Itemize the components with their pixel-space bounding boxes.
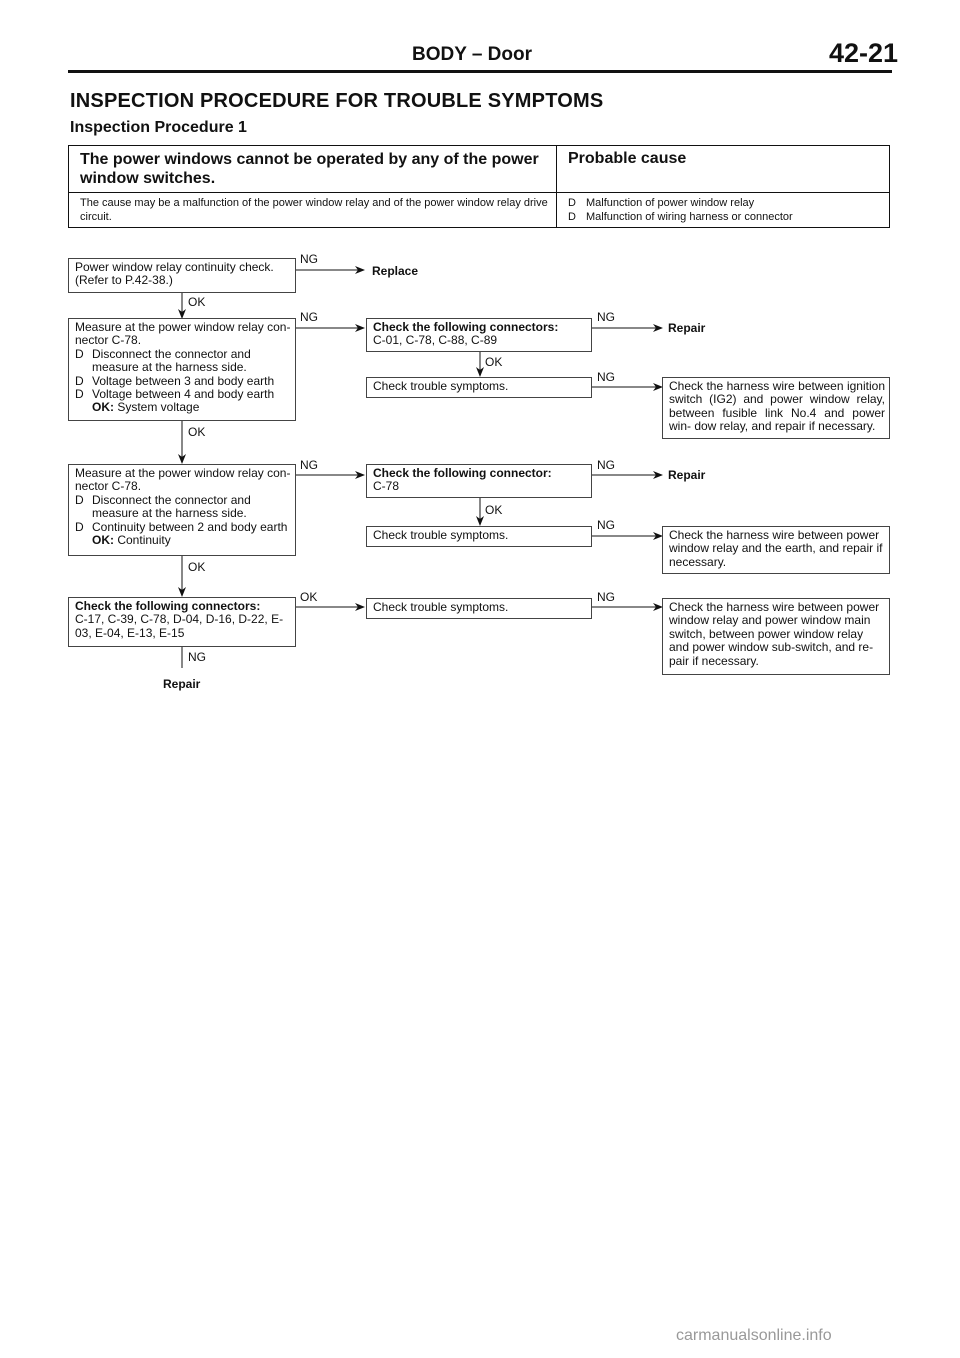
step4-ng-result: Repair	[163, 677, 201, 691]
bullet-icon: D	[75, 373, 84, 388]
step4a-box: Check trouble symptoms.	[366, 598, 592, 619]
procedure-subtitle: Inspection Procedure 1	[70, 119, 247, 136]
step1-ng-result: Replace	[372, 264, 419, 278]
step3a-ng-result: Repair	[668, 468, 706, 482]
step1-ng-label: NG	[300, 252, 318, 266]
step3a-ok-label: OK	[485, 503, 503, 517]
step3b-box: Check trouble symptoms.	[366, 526, 592, 547]
step2-ok-criteria: OK: System voltage	[92, 400, 200, 415]
section-title: BODY – Door	[412, 44, 533, 65]
step2-item: D Voltage between 3 and body earth	[75, 373, 275, 388]
step2-box: Measure at the power window relay con- nector C-78. D Disconnect the connector and measure at the harness side. D Voltage between 3 and body earth D Voltage between 4 and body earth OK: System voltage	[68, 318, 296, 421]
step2a-ok-label: OK	[485, 355, 503, 369]
step4-box: Check the following connectors: C-17, C-39, C-78, D-04, D-16, D-22, E-03, E-04, E-13, E-15	[68, 597, 296, 647]
step2a-box: Check the following connectors: C-01, C-78, C-88, C-89	[366, 318, 592, 352]
step2b-ng-result-box: Check the harness wire between ignition switch (IG2) and power window relay, between fusible link No.4 and power win- dow relay, and repair if necessary.	[662, 377, 890, 439]
bullet-icon: D	[568, 211, 576, 223]
step1-ok-label: OK	[188, 295, 206, 309]
step3b-ng-result-box: Check the harness wire between power window relay and the earth, and repair if necessary.	[662, 526, 890, 574]
bullet-icon: D	[75, 492, 84, 507]
step3a-box: Check the following connector: C-78	[366, 464, 592, 498]
cause-item: D Malfunction of wiring harness or connector	[568, 211, 793, 223]
step2-item: D Disconnect the connector and measure at the harness side.	[75, 346, 251, 375]
probable-cause-header: Probable cause	[568, 150, 687, 167]
page-number: 42-21	[829, 38, 899, 68]
step4-ng-label: NG	[188, 650, 206, 664]
step4a-ng-label: NG	[597, 590, 615, 604]
step2-ok-label: OK	[188, 425, 206, 439]
symptom-text: The power windows cannot be operated by any of the power window switches.	[80, 151, 539, 187]
step3-item: D Continuity between 2 and body earth	[75, 519, 288, 534]
step4-ok-label: OK	[300, 590, 318, 604]
step2-item: D Voltage between 4 and body earth	[75, 387, 275, 402]
step3-ok-label: OK	[188, 560, 206, 574]
page-title: INSPECTION PROCEDURE FOR TROUBLE SYMPTOMS	[70, 90, 604, 112]
step3-item: D Disconnect the connector and measure at the harness side.	[75, 492, 251, 521]
step2b-box: Check trouble symptoms.	[366, 377, 592, 398]
step3-ng-label: NG	[300, 458, 318, 472]
bullet-icon: D	[568, 197, 576, 209]
bullet-icon: D	[75, 519, 84, 534]
step4a-ng-result-box: Check the harness wire between power window relay and power window main switch, between power window relay and power window sub-switch, and re- pair if necessary.	[662, 598, 890, 675]
step2-ng-label: NG	[300, 310, 318, 324]
cause-item: D Malfunction of power window relay	[568, 197, 755, 209]
step1-box: Power window relay continuity check. (Refer to P.42-38.)	[68, 258, 296, 293]
symptom-description: The cause may be a malfunction of the power window relay and of the power window relay drive circuit.	[80, 197, 548, 223]
step3a-ng-label: NG	[597, 458, 615, 472]
step2a-ng-result: Repair	[668, 321, 706, 335]
step3b-ng-label: NG	[597, 518, 615, 532]
step2b-ng-label: NG	[597, 370, 615, 384]
step2a-ng-label: NG	[597, 310, 615, 324]
step3-ok-criteria: OK: Continuity	[92, 533, 171, 548]
footer-watermark: carmanualsonline.info	[676, 1327, 832, 1344]
bullet-icon: D	[75, 346, 84, 361]
step3-box: Measure at the power window relay con- nector C-78. D Disconnect the connector and measure at the harness side. D Continuity between 2 and body earth OK: Continuity	[68, 464, 296, 556]
bullet-icon: D	[75, 387, 84, 402]
